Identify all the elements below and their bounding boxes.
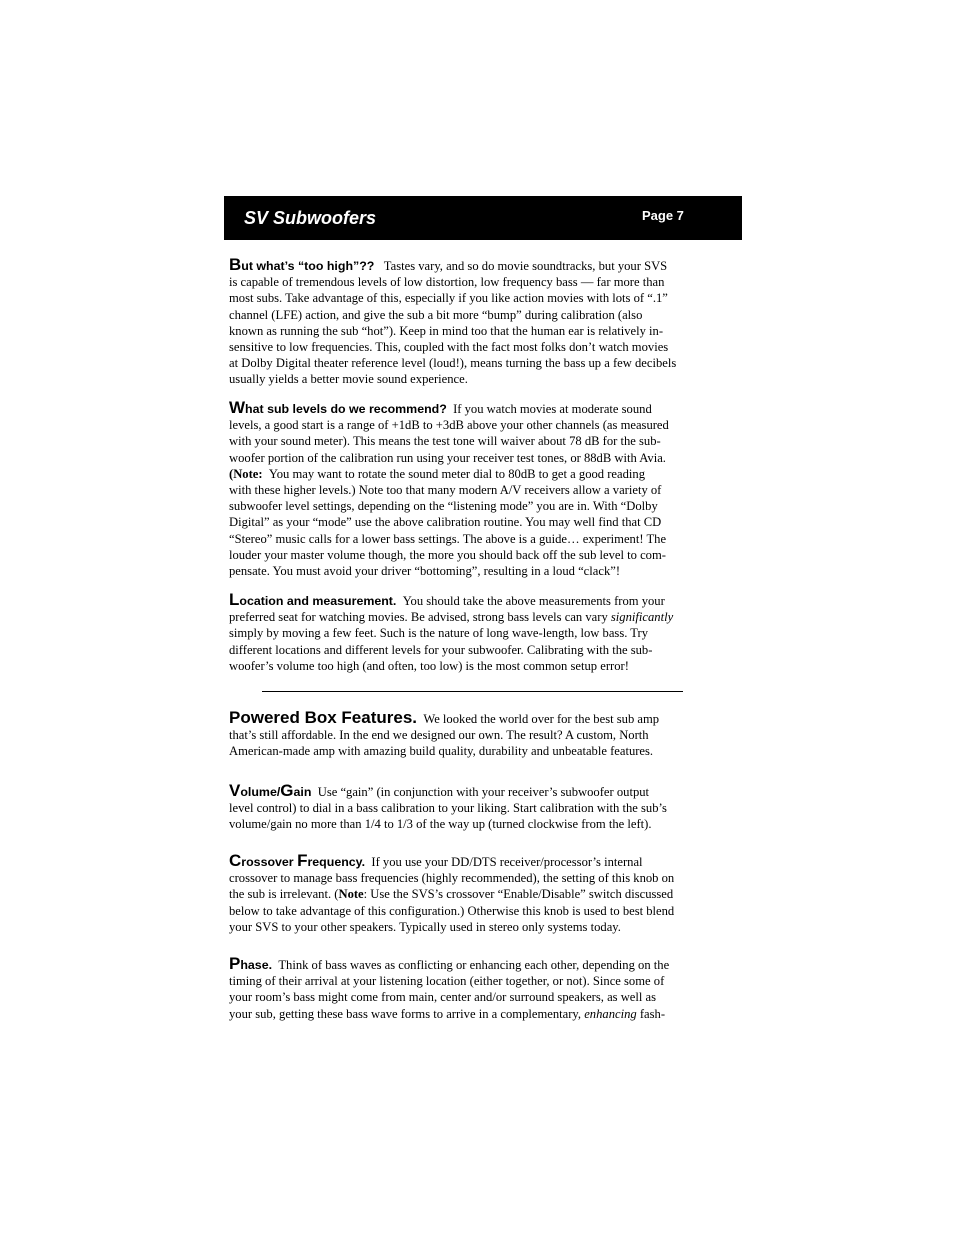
section-divider [262,691,683,692]
section-heading: Powered Box Features. [229,708,418,727]
section-volume-gain: Volume/Gain Use “gain” (in conjunction with your receiver’s subwoofer output level control) to dial in a bass calibration to your liking. Start calibration with the sub’s volume/gain no more than 1/4 to 1/3 of the way up (turned clockwise from the left). [229,781,667,832]
section-heading: Location and measurement. [229,590,397,609]
section-phase: Phase. Think of bass waves as conflicting or enhancing each other, depending on the timing of their arrival at your listening location (either together, or not). Since some of your room’s bass might come from main, center and/or surround speakers, as well as your sub, getting these bass wave forms to arrive in a complementary, enhancing fash- [229,954,670,1021]
section-heading: Volume/Gain [229,781,312,800]
section-heading: What sub levels do we recommend? [229,398,447,417]
section-heading: But what’s “too high”?? [229,255,375,274]
header-title: SV Subwoofers [244,208,377,228]
page-number: Page 7 [642,208,684,223]
section-heading: Crossover Frequency. [229,851,366,870]
section-recommended-levels: What sub levels do we recommend? If you watch movies at moderate sound levels, a good start is a range of +1dB to +3dB above your other channels (as measured with your sound meter). This means the test tone will waiver about 78 dB for the sub- woofer portion of the calibration run using your receiver test tones, or 88dB with Avia. (Note: You may want to rotate the sound meter dial to 80dB to get a good reading with these higher levels.) Note too that many modern A/V receivers allow a variety of subwoofer level settings, depending on the “listening mode” you are in. With “Dolby Digital” as your “mode” use the above calibration routine. You may well find that CD “Stereo” music calls for a lower bass settings. The above is a guide… experiment! The louder your master volume though, the more you should back off the sub level to com- pensate. You must avoid your driver “bottoming”, resulting in a loud “clack”! [229,398,669,579]
page-header [224,196,742,240]
section-heading: Phase. [229,954,273,973]
section-crossover: Crossover Frequency. If you use your DD/DTS receiver/processor’s internal crossover to manage bass frequencies (highly recommended), the setting of this knob on the sub is irrelevant. (Note: Use the SVS’s crossover “Enable/Disable” switch discussed below to take advantage of this configuration.) Otherwise this knob is used to best blend your SVS to your other speakers. Typically used in stereo only systems today. [229,851,675,934]
section-powered-box: Powered Box Features. We looked the world over for the best sub amp that’s still affordable. In the end we designed our own. The result? A custom, North American-made amp with amazing build quality, durability and unbeatable features. [229,708,660,759]
section-too-high: But what’s “too high”?? Tastes vary, and so do movie soundtracks, but your SVS is capable of tremendous levels of low distortion, low frequency bass — far more than most subs. Take advantage of this, especially if you like action movies with lots of “.1” channel (LFE) action, and give the sub a bit more “bump” during calibration (also known as running the sub “hot”). Keep in mind too that the human ear is relatively in- sensitive to low frequencies. This, coupled with the fact most folks don’t watch movies at Dolby Digital theater reference level (loud!), means turning the bass up a few decibels usually yields a better movie sound experience. [229,255,677,387]
section-location: Location and measurement. You should take the above measurements from your preferred seat for watching movies. Be advised, strong bass levels can vary significantly simply by moving a few feet. Such is the nature of long wave-length, low bass. Try different locations and different levels for your subwoofer. Calibrating with the sub- woofer’s volume too high (and often, too low) is the most common setup error! [229,590,674,673]
